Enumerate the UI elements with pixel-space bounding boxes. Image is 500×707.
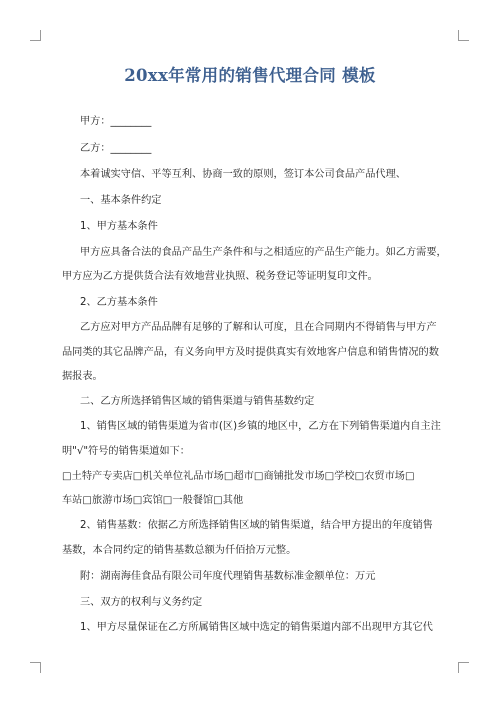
crop-mark-top-right [458,30,469,41]
paragraph-line: 2、销售基数：依据乙方所选择销售区域的销售渠道，结合甲方提出的年度销售 [80,520,433,531]
channel-options-line: □土特产专卖店□机关单位礼品市场□超市□商铺批发市场□学校□农贸市场□ [62,471,415,482]
paragraph-line: 1、销售区域的销售渠道为省市(区)乡镇的地区中，乙方在下列销售渠道内自主注 [80,421,441,432]
paragraph-line: 明"√"符号的销售渠道如下： [62,446,190,457]
crop-mark-bottom-left [30,662,41,673]
crop-mark-top-left [30,30,41,41]
section-1-heading: 一、基本条件约定 [80,195,162,206]
party-a-line: 甲方：________ [80,116,152,127]
channel-options-line: 车站□旅游市场□宾馆□一般餐馆□其他 [62,495,244,506]
paragraph-line: 1、甲方尽量保证在乙方所属销售区域中选定的销售渠道内部不出现甲方其它代 [80,622,433,633]
section-2-heading: 二、乙方所选择销售区域的销售渠道与销售基数约定 [80,396,315,407]
paragraph-line: 据报表。 [62,371,103,382]
section-3-heading: 三、双方的权利与义务约定 [80,597,203,608]
crop-mark-bottom-right [458,662,469,673]
paragraph-line: 甲方应具备合法的食品产品生产条件和与之相适应的产品生产能力。如乙方需要， [80,247,447,258]
party-b-line: 乙方：________ [80,143,152,154]
document-title: 20xx年常用的销售代理合同 模板 [124,66,376,85]
subsection-1-1-heading: 1、甲方基本条件 [80,221,158,232]
subsection-1-2-heading: 2、乙方基本条件 [80,297,158,308]
paragraph-line: 乙方应对甲方产品品牌有足够的了解和认可度，且在合同期内不得销售与甲方产 [80,322,437,333]
paragraph-line: 品同类的其它品牌产品，有义务向甲方及时提供真实有效地客户信息和销售情况的数 [62,347,439,358]
paragraph-line: 基数，本合同约定的销售基数总额为仟佰拾万元整。 [62,545,297,556]
preamble-line: 本着诚实守信、平等互利、协商一致的原则，签订本公司食品产品代理、 [80,169,406,180]
appendix-line: 附：湖南海佳食品有限公司年度代理销售基数标准金额单位：万元 [80,571,376,582]
paragraph-line: 甲方应为乙方提供货合法有效地营业执照、税务登记等证明复印文件。 [62,271,378,282]
